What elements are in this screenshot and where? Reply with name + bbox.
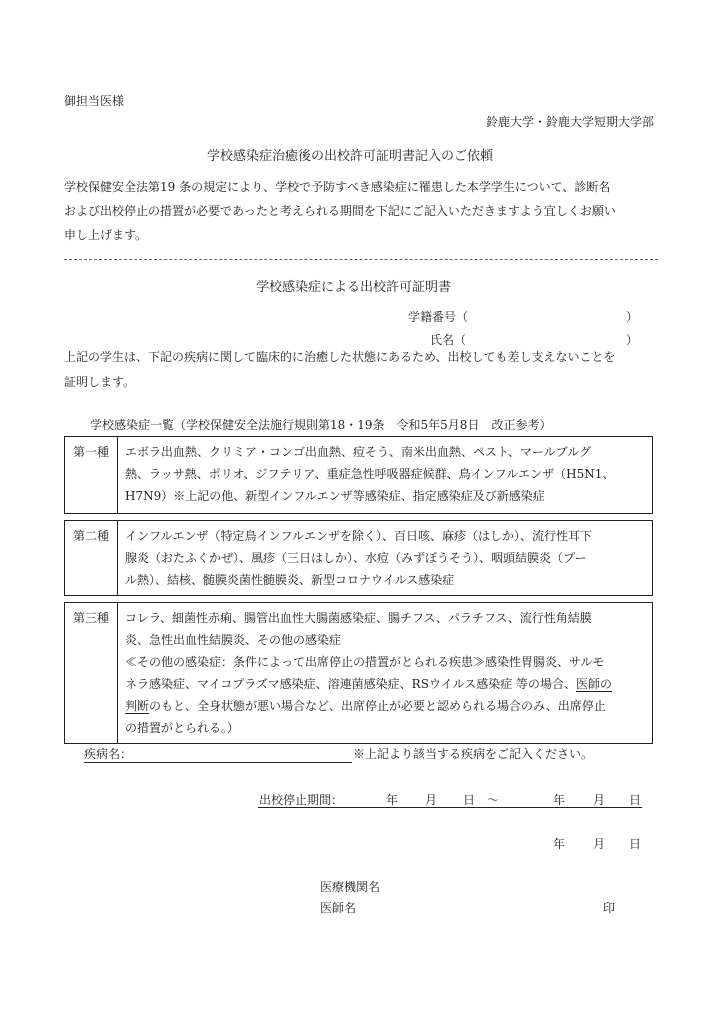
issue-day: 日 — [629, 837, 642, 851]
category-cell: 第二種 — [65, 521, 118, 596]
underlined-text: 判断 — [125, 699, 150, 713]
category-cell: 第三種 — [65, 603, 118, 744]
statement-line: 上記の学生は、下記の疾病に関して臨床的に治癒した状態にあるため、出校しても差し支えないことを — [64, 350, 616, 364]
certificate-statement — [64, 345, 664, 395]
suspension-label: 出校停止期間： — [259, 793, 344, 807]
disease-line-text: のもと、全身状態が悪い場合など、出席停止が必要と認められる場合のみ、出席停止 — [149, 699, 606, 713]
disease-line: 炎、急性出血性結膜炎、その他の感染症 — [125, 633, 342, 647]
disease-line-text: ネラ感染症、マイコプラズマ感染症、溶連菌感染症、RSウイルス感染症 等の場合、 — [125, 677, 577, 691]
request-line: 申し上げます。 — [64, 228, 148, 242]
seal-mark: 印 — [603, 901, 616, 915]
disease-line: H7N9）※上記の他、新型インフルエンザ等感染症、指定感染症及び新感染症 — [125, 489, 545, 503]
disease-line: 腺炎（おたふくかぜ）、風疹（三日はしか）、水痘（みずぼうそう）、咽頭結膜炎（プー — [125, 551, 587, 565]
disease-cell — [118, 521, 653, 596]
diagnosis-input-line[interactable] — [84, 762, 352, 763]
name-label: 氏名（ — [430, 333, 467, 347]
suspension-tilde: 〜 — [487, 793, 500, 807]
issue-year: 年 — [553, 837, 566, 851]
diagnosis-label: 疾病名： — [84, 747, 133, 761]
disease-cell — [118, 437, 653, 514]
suspension-end-year: 年 — [553, 793, 566, 807]
request-title: 学校感染症治癒後の出校許可証明書記入のご依頼 — [207, 149, 494, 164]
statement-line: 証明します。 — [64, 375, 136, 389]
request-paragraph — [64, 175, 664, 247]
disease-line — [125, 695, 646, 717]
name-close: ） — [626, 333, 639, 347]
disease-line: ≪その他の感染症：条件によって出席停止の措置がとられる疾患≫感染性胃腸炎、サルモ — [125, 655, 605, 669]
suspension-start-year: 年 — [386, 793, 399, 807]
table-row — [65, 603, 653, 744]
underlined-text: 医師の — [576, 677, 613, 691]
disease-line — [125, 673, 646, 695]
issue-month: 月 — [593, 837, 606, 851]
diagnosis-note: ※上記より該当する疾病をご記入ください。 — [353, 747, 594, 761]
certificate-title: 学校感染症による出校許可証明書 — [256, 280, 452, 295]
table-row — [65, 437, 653, 514]
table-row — [65, 521, 653, 596]
suspension-end-month: 月 — [593, 793, 606, 807]
disease-line: コレラ、細菌性赤痢、腸管出血性大腸菌感染症、腸チフス、パラチフス、流行性角結膜 — [125, 611, 592, 625]
suspension-end-day: 日 — [629, 793, 642, 807]
disease-line: 熱、ラッサ熱、ポリオ、ジフテリア、重症急性呼吸器症候群、鳥インフルエンザ（H5N1、 — [125, 467, 615, 481]
sender: 鈴鹿大学・鈴鹿大学短期大学部 — [485, 115, 654, 129]
disease-line: ル熱）、結核、髄膜炎菌性髄膜炎、新型コロナウイルス感染症 — [125, 573, 455, 587]
disease-list-caption: 学校感染症一覧（学校保健安全法施行規則第18・19条 令和5年5月8日 改正参考） — [90, 418, 552, 432]
salutation: 御担当医様 — [64, 94, 125, 108]
disease-line: エボラ出血熱、クリミア・コンゴ出血熱、痘そう、南米出血熱、ペスト、マールブルグ — [125, 445, 591, 459]
request-line: 学校保健安全法第19 条の規定により、学校で予防すべき感染症に罹患した本学学生について、診断名 — [64, 180, 611, 194]
request-line: および出校停止の措置が必要であったと考えられる期間を下記にご記入いただきますよう宜しくお願い — [64, 204, 616, 218]
disease-table — [64, 436, 653, 744]
disease-line: インフルエンザ（特定鳥インフルエンザを除く）、百日咳、麻疹（はしか）、流行性耳下 — [125, 529, 593, 543]
doctor-label: 医師名 — [320, 901, 357, 915]
suspension-start-day: 日 — [463, 793, 476, 807]
institution-label: 医療機関名 — [320, 880, 381, 894]
student-id-label: 学籍番号（ — [408, 310, 469, 324]
disease-cell — [118, 603, 653, 744]
category-cell: 第一種 — [65, 437, 118, 514]
suspension-input-line[interactable] — [258, 807, 642, 808]
student-id-close: ） — [626, 310, 639, 324]
suspension-start-month: 月 — [425, 793, 438, 807]
disease-line: の措置がとられる。） — [125, 721, 240, 735]
cut-line — [64, 259, 658, 260]
